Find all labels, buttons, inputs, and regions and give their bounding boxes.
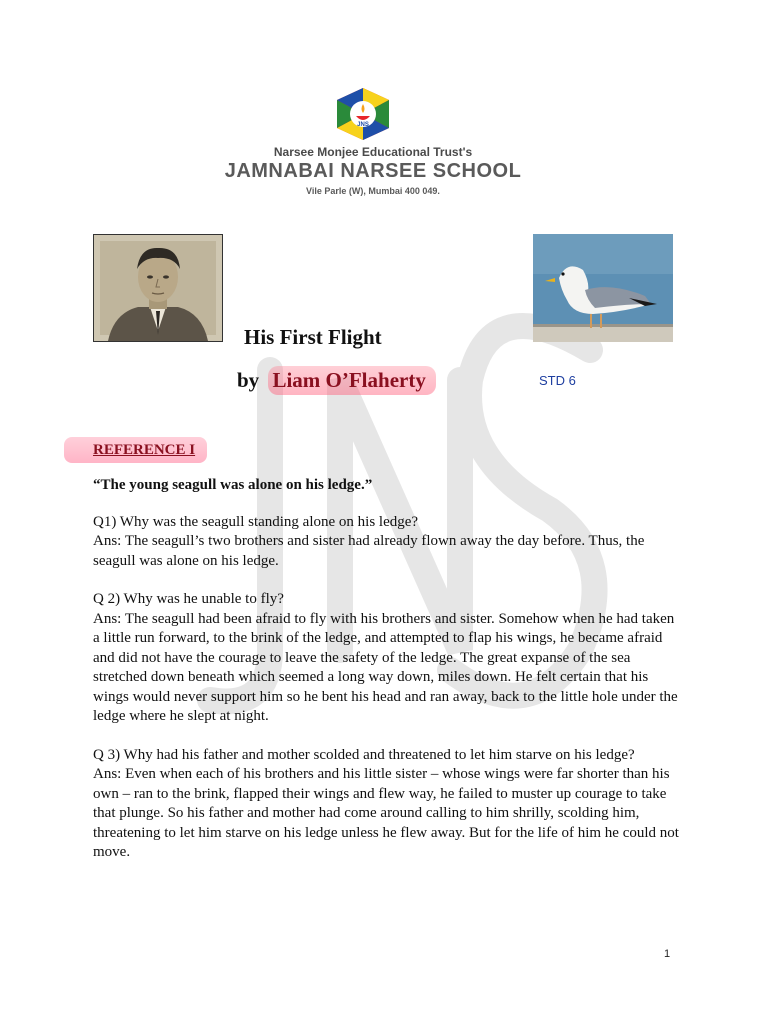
school-name: JAMNABAI NARSEE SCHOOL — [224, 160, 522, 182]
story-title: His First Flight — [244, 325, 382, 349]
reference-heading-highlight — [64, 437, 207, 463]
seagull-photo — [533, 234, 673, 342]
by-word: by — [237, 368, 260, 392]
qa-block-3 — [93, 746, 683, 863]
portrait-image — [94, 235, 222, 341]
author-name-highlighted: Liam O’Flaherty — [268, 366, 435, 395]
question-3: Q 3) Why had his father and mother scolded and threatened to let him starve on his ledge? — [93, 746, 635, 763]
school-logo — [329, 86, 397, 142]
qa-block-2 — [93, 590, 683, 727]
trust-name: Narsee Monjee Educational Trust's — [273, 145, 473, 159]
school-address: Vile Parle (W), Mumbai 400 049. — [306, 186, 440, 196]
logo-text: JNS — [357, 122, 369, 128]
reference-heading: REFERENCE I — [93, 442, 196, 458]
answer-3: Ans: Even when each of his brothers and his little sister – whose wings were far shorter than his own – ran to the brink, flapped their wings and flew way, he failed to muster up courage to take that plunge. So his father and mother had come around calling to him shrilly, scolding him, threatening to let him starve on his ledge unless he flew away. But for the life of him he could not move. — [93, 766, 679, 860]
reference-quote: “The young seagull was alone on his ledge.” — [93, 477, 373, 493]
question-2: Q 2) Why was he unable to fly? — [93, 591, 284, 607]
main-content — [93, 476, 683, 882]
page-number: 1 — [664, 948, 671, 960]
qa-block-1 — [93, 513, 683, 572]
standard-label: STD 6 — [539, 373, 576, 388]
answer-2: Ans: The seagull had been afraid to fly with his brothers and sister. Somehow when he had taken a little run forward, to the brink of the ledge, and attempted to flap his wings, he became afraid and did not have the courage to leave the safety of the ledge. The great expanse of the sea stretched down beneath which seemed a long way down, miles down. He felt certain that his wings would never support him so he bent his head and ran away, back to the little hole under the ledge where he slept at night. — [93, 610, 678, 724]
question-1: Q1) Why was the seagull standing alone on his ledge? — [93, 513, 419, 530]
answer-1: Ans: The seagull’s two brothers and sister had already flown away the day before. Thus, the seagull was alone on his ledge. — [93, 533, 645, 569]
byline — [237, 366, 436, 395]
author-portrait — [93, 234, 223, 342]
seagull-image — [533, 234, 673, 342]
